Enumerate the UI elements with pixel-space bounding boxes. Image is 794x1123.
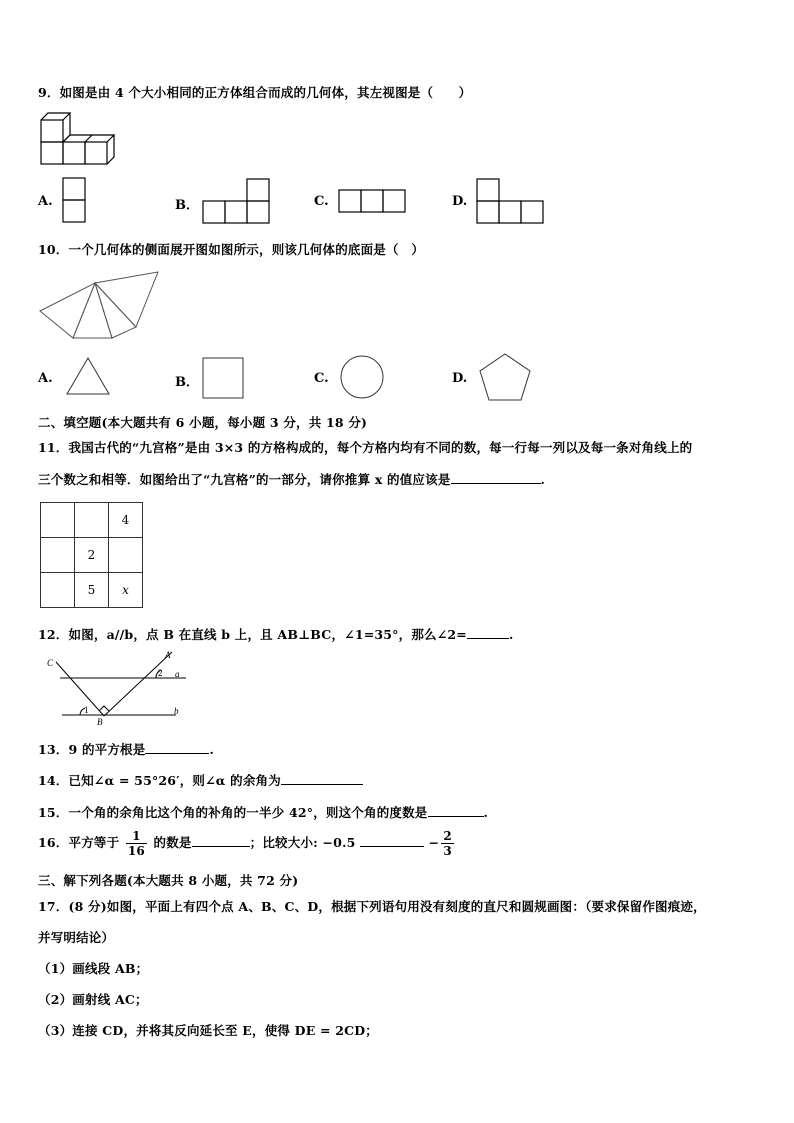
label-angle-1: 1	[84, 705, 89, 715]
grid-cell	[75, 503, 109, 538]
q10-option-c-circle	[340, 355, 384, 399]
label-line-b: b	[174, 706, 179, 716]
q10-option-d[interactable]: D.	[452, 371, 468, 386]
q11-line1: 11．我国古代的“九宫格”是由 3×3 的方格构成的，每个方格内均有不同的数，每一行每一列以及每一条对角线上的	[38, 440, 693, 455]
q9-option-d-figure	[476, 178, 544, 224]
label-line-a: a	[175, 669, 180, 679]
q9-option-b-figure	[202, 178, 270, 224]
q16-answer-blank-2[interactable]	[360, 833, 424, 847]
table-row	[41, 538, 143, 573]
q10-option-a[interactable]: A.	[38, 371, 53, 386]
q10-option-b-square	[202, 357, 244, 399]
q11-answer-blank[interactable]	[451, 470, 541, 484]
q9-text: 9．如图是由 4 个大小相同的正方体组合而成的几何体，其左视图是（ ）	[38, 85, 472, 100]
q10-option-d-pentagon	[478, 353, 532, 401]
grid-cell: 4	[109, 503, 143, 538]
q13-text: 13．9 的平方根是 .	[38, 742, 215, 757]
q15-answer-blank[interactable]	[428, 803, 484, 817]
grid-cell	[41, 503, 75, 538]
q16-fraction-2-3: $\frac{2}{3}$	[443, 829, 452, 858]
label-angle-2: 2	[158, 668, 163, 678]
q16-answer-blank-1[interactable]	[192, 833, 250, 847]
q9-option-c-figure	[338, 189, 406, 213]
q9-option-a-figure	[62, 177, 86, 223]
grid-cell: 2	[75, 538, 109, 573]
q17-item-1: （1）画线段 AB；	[38, 961, 149, 976]
q17-item-2: （2）画射线 AC；	[38, 992, 148, 1007]
q17-item-3: （3）连接 CD，并将其反向延长至 E，使得 DE = 2CD；	[38, 1023, 379, 1038]
q11-line2-text: 三个数之和相等．如图给出了“九宫格”的一部分，请你推算 x 的值应该是	[38, 472, 451, 487]
q10-text: 10．一个几何体的侧面展开图如图所示，则该几何体的底面是（ ）	[38, 242, 425, 257]
section-3-heading: 三、解下列各题(本大题共 8 小题，共 72 分)	[38, 873, 299, 888]
label-b-point: B	[97, 717, 103, 727]
q16-fraction-1-16: $\frac{1}{16}$	[127, 829, 145, 858]
q12-text: 12．如图，a//b，点 B 在直线 b 上，且 AB⊥BC，∠1=35°，那么∠2= .	[38, 627, 514, 642]
q11-magic-square	[40, 502, 143, 608]
q17-line2: 并写明结论）	[38, 930, 115, 945]
q10-net-figure	[38, 270, 160, 340]
grid-cell	[109, 538, 143, 573]
table-row	[41, 573, 143, 608]
q10-option-a-triangle	[66, 357, 110, 395]
table-row	[41, 503, 143, 538]
grid-cell: 5	[75, 573, 109, 608]
section-2-heading: 二、填空题(本大题共有 6 小题，每小题 3 分，共 18 分)	[38, 415, 368, 430]
q9-option-c[interactable]: C.	[314, 194, 329, 209]
q16-text: 16．平方等于 $\frac{1}{16}$ 的数是 ；比较大小: −0.5 − $\frac{2}{3}$	[38, 829, 452, 858]
q9-option-b[interactable]: B．	[175, 198, 199, 213]
grid-cell: x	[109, 573, 143, 608]
q10-option-b[interactable]: B．	[175, 375, 199, 390]
q14-text: 14．已知∠α = 55°26′，则∠α 的余角为	[38, 771, 363, 789]
q14-answer-blank[interactable]	[281, 771, 363, 785]
q12-answer-blank[interactable]	[467, 625, 509, 639]
q12-parallel-lines-figure	[44, 648, 194, 726]
q13-answer-blank[interactable]	[145, 740, 209, 754]
q9-solid-figure	[40, 112, 120, 166]
q9-option-d[interactable]: D.	[452, 194, 468, 209]
grid-cell	[41, 573, 75, 608]
q9-option-a[interactable]: A.	[38, 194, 53, 209]
q10-option-c[interactable]: C.	[314, 371, 329, 386]
label-c: C	[47, 658, 54, 668]
grid-cell	[41, 538, 75, 573]
q17-line1: 17．(8 分)如图，平面上有四个点 A、B、C、D，根据下列语句用没有刻度的直尺和圆规画图：（要求保留作图痕迹，	[38, 899, 706, 914]
q15-text: 15．一个角的余角比这个角的补角的一半少 42°，则这个角的度数是 .	[38, 805, 489, 820]
label-a-point: A	[165, 650, 171, 660]
q11-line2: 三个数之和相等．如图给出了“九宫格”的一部分，请你推算 x 的值应该是 .	[38, 472, 546, 487]
